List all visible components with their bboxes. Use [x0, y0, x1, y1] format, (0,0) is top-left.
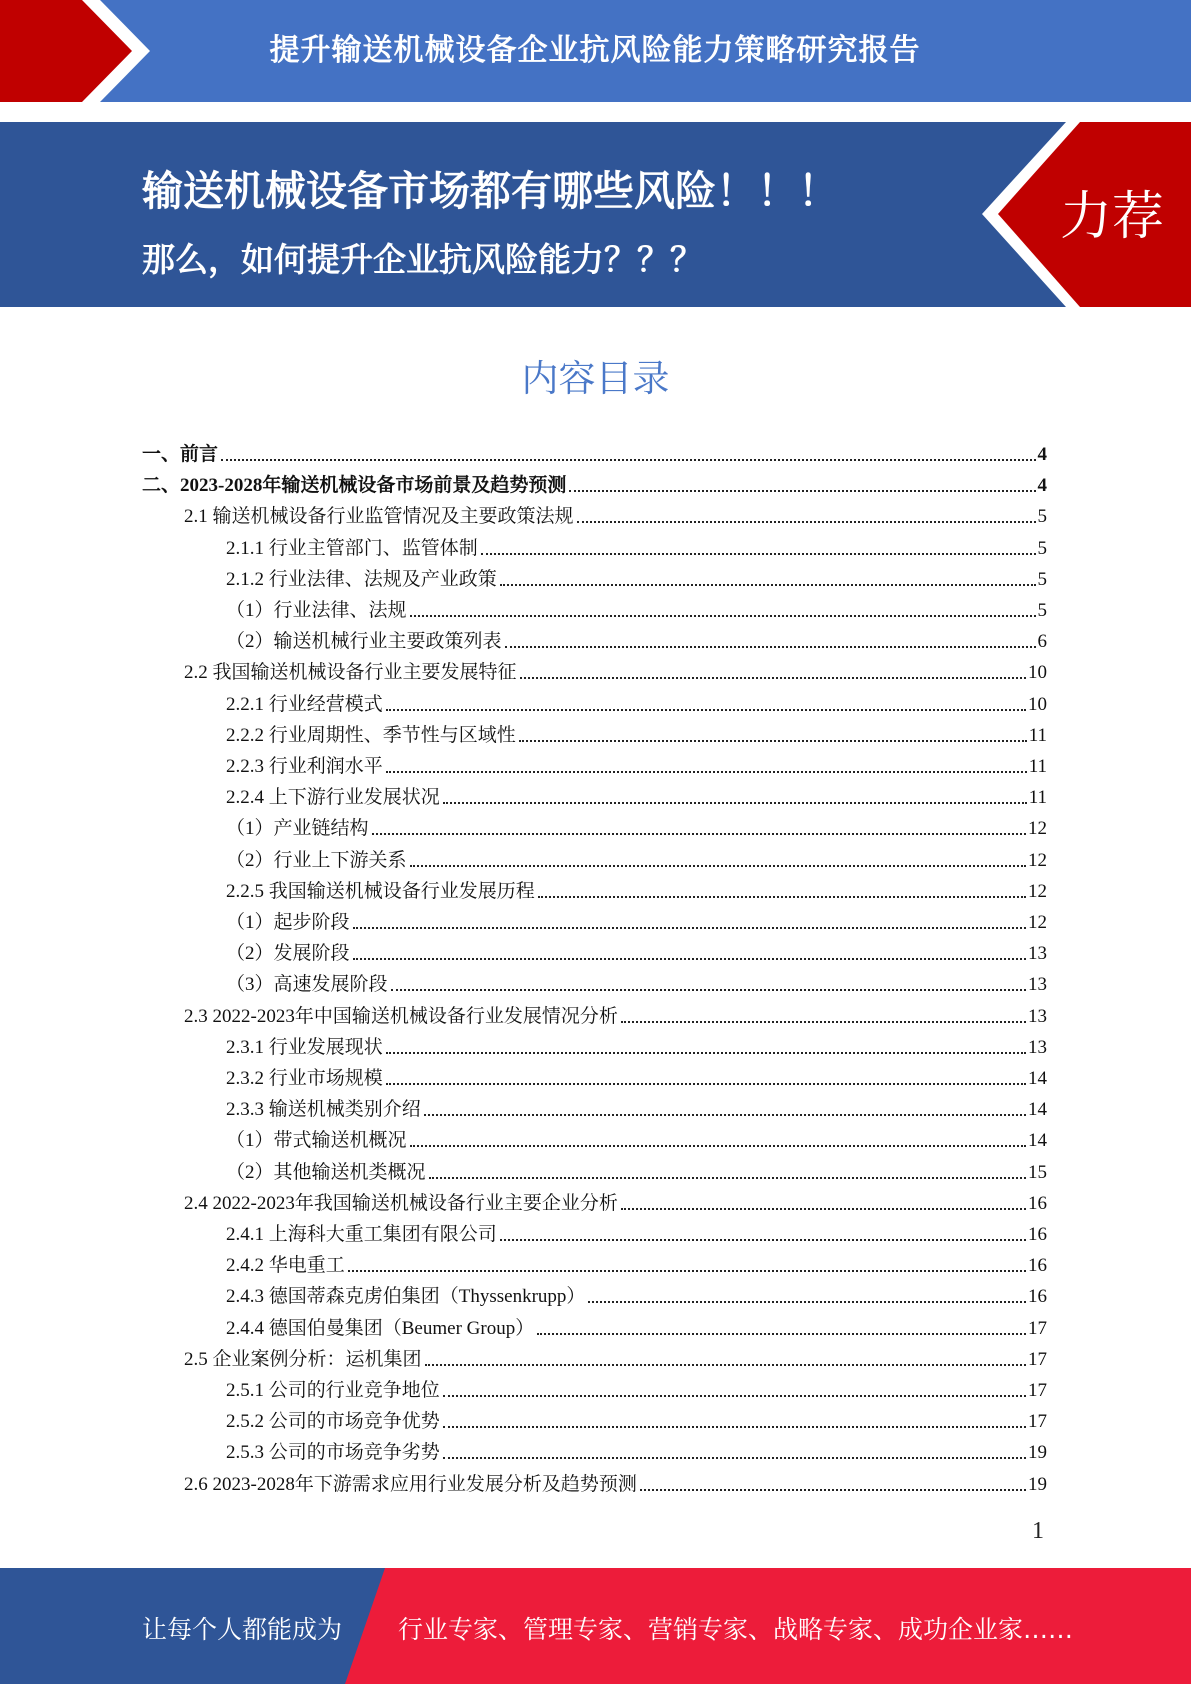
toc-dot-leader: [429, 1177, 1026, 1179]
toc-dot-leader: [372, 833, 1026, 835]
toc-dot-leader: [500, 584, 1036, 586]
toc-dot-leader: [443, 1426, 1026, 1428]
toc-dot-leader: [410, 615, 1036, 617]
toc-entry-page: 5: [1037, 537, 1047, 559]
toc-entry-label: 2.2.3 行业利润水平: [226, 756, 383, 777]
toc-entry[interactable]: [226, 965, 1047, 996]
toc-entry[interactable]: [226, 1371, 1047, 1402]
toc-entry-label: （1）产业链结构: [226, 818, 369, 840]
toc-entry-label: （2）发展阶段: [226, 943, 350, 965]
footer-slogan-right: 行业专家、管理专家、营销专家、战略专家、成功企业家……: [398, 1615, 1074, 1644]
toc-dot-leader: [410, 865, 1026, 867]
toc-entry[interactable]: [226, 716, 1047, 747]
toc-entry-label: 2.5.1 公司的行业竞争地位: [226, 1380, 440, 1401]
toc-entry[interactable]: [226, 747, 1047, 778]
top-banner: [0, 0, 1191, 112]
toc-dot-leader: [519, 740, 1027, 742]
toc-dot-leader: [569, 490, 1035, 492]
toc-dot-leader: [353, 927, 1026, 929]
toc-entry[interactable]: [226, 1215, 1047, 1246]
toc-dot-leader: [221, 459, 1035, 461]
toc-entry-page: 16: [1028, 1192, 1047, 1214]
toc-entry[interactable]: [226, 622, 1047, 653]
toc-entry[interactable]: [184, 653, 1047, 684]
toc-entry[interactable]: [142, 466, 1047, 497]
toc-entry-label: 一、前言: [142, 444, 219, 465]
toc-entry-page: 5: [1037, 600, 1047, 621]
toc-entry-page: 13: [1028, 1036, 1047, 1058]
toc-entry[interactable]: [226, 872, 1047, 903]
toc-entry-page: 12: [1028, 818, 1047, 840]
footer-slogan-left: 让每个人都能成为: [142, 1615, 343, 1644]
hero-banner: [0, 122, 1191, 307]
toc-entry[interactable]: [226, 1028, 1047, 1059]
toc-entry-page: 12: [1028, 912, 1047, 933]
toc-entry[interactable]: [226, 1277, 1047, 1308]
toc-dot-leader: [424, 1114, 1026, 1116]
toc-entry-page: 17: [1028, 1411, 1047, 1433]
toc-entry-page: 19: [1028, 1473, 1047, 1495]
toc-dot-leader: [520, 677, 1026, 679]
toc-entry[interactable]: [226, 1059, 1047, 1090]
toc-entry-page: 17: [1028, 1380, 1047, 1401]
toc-entry-page: 17: [1028, 1317, 1047, 1339]
toc-dot-leader: [386, 771, 1027, 773]
toc-entry[interactable]: [184, 1184, 1047, 1215]
toc-entry-label: （2）输送机械行业主要政策列表: [226, 631, 502, 653]
toc-entry[interactable]: [184, 997, 1047, 1028]
toc-entry-page: 14: [1028, 1099, 1047, 1121]
toc-entry-page: 4: [1037, 475, 1047, 497]
toc-entry-label: （1）带式输送机概况: [226, 1130, 407, 1152]
toc-entry-label: 2.3 2022-2023年中国输送机械设备行业发展情况分析: [184, 1005, 618, 1027]
toc-dot-leader: [640, 1489, 1026, 1491]
toc-entry-label: 2.1.1 行业主管部门、监管体制: [226, 537, 478, 559]
toc-entry-page: 15: [1028, 1161, 1047, 1183]
toc-entry-label: 2.4 2022-2023年我国输送机械设备行业主要企业分析: [184, 1192, 618, 1214]
toc-title: 内容目录: [521, 357, 670, 400]
toc-entry[interactable]: [226, 1402, 1047, 1433]
toc-entry-page: 6: [1037, 631, 1047, 653]
toc-dot-leader: [577, 521, 1036, 523]
toc-entry-page: 16: [1028, 1224, 1047, 1245]
toc-entry-label: 2.2.5 我国输送机械设备行业发展历程: [226, 880, 535, 902]
toc-entry[interactable]: [226, 560, 1047, 591]
toc-entry-label: 2.4.1 上海科大重工集团有限公司: [226, 1224, 497, 1245]
toc-entry-label: 2.5.3 公司的市场竞争劣势: [226, 1442, 440, 1464]
toc-dot-leader: [538, 896, 1026, 898]
toc-dot-leader: [386, 1083, 1026, 1085]
toc-entry[interactable]: [226, 529, 1047, 560]
toc-entry-label: （3）高速发展阶段: [226, 974, 388, 996]
toc-entry-page: 10: [1028, 662, 1047, 684]
toc-dot-leader: [353, 958, 1026, 960]
toc-entry-label: 2.1 输送机械设备行业监管情况及主要政策法规: [184, 506, 574, 528]
toc-dot-leader: [386, 709, 1026, 711]
recommend-badge: 力荐: [1060, 187, 1165, 247]
toc-dot-leader: [481, 553, 1036, 555]
toc-entry-label: （1）起步阶段: [226, 912, 350, 933]
toc-entry-label: 2.2 我国输送机械设备行业主要发展特征: [184, 662, 517, 684]
toc-entry-label: 2.3.1 行业发展现状: [226, 1036, 383, 1058]
toc-entry[interactable]: [226, 841, 1047, 872]
toc-dot-leader: [537, 1333, 1026, 1335]
toc-entry[interactable]: [226, 1433, 1047, 1464]
toc-entry[interactable]: [226, 903, 1047, 934]
toc-entry-page: 5: [1037, 506, 1047, 528]
toc-dot-leader: [621, 1208, 1026, 1210]
toc-entry-page: 13: [1028, 943, 1047, 965]
toc-entry-label: 2.2.1 行业经营模式: [226, 693, 383, 715]
toc-entry-page: 4: [1037, 444, 1047, 465]
toc-entry[interactable]: [226, 809, 1047, 840]
toc-entry-label: 二、2023-2028年输送机械设备市场前景及趋势预测: [142, 475, 567, 497]
toc-dot-leader: [391, 989, 1026, 991]
toc-entry-page: 11: [1028, 724, 1047, 746]
toc-entry-label: （1）行业法律、法规: [226, 600, 407, 621]
toc-entry[interactable]: [226, 934, 1047, 965]
report-title: 提升输送机械设备企业抗风险能力策略研究报告: [269, 33, 921, 68]
toc-entry-label: 2.2.4 上下游行业发展状况: [226, 787, 440, 809]
toc-entry-page: 11: [1028, 787, 1047, 809]
toc-entry-label: 2.5 企业案例分析：运机集团: [184, 1348, 422, 1370]
toc-entry[interactable]: [226, 1090, 1047, 1121]
toc-entry[interactable]: [142, 435, 1047, 466]
toc-entry-label: 2.2.2 行业周期性、季节性与区域性: [226, 724, 516, 746]
toc-entry-label: 2.6 2023-2028年下游需求应用行业发展分析及趋势预测: [184, 1473, 637, 1495]
toc-dot-leader: [348, 1270, 1026, 1272]
hero-headline: 输送机械设备市场都有哪些风险！！！: [142, 167, 839, 215]
toc-entry-page: 16: [1028, 1286, 1047, 1308]
toc-dot-leader: [443, 802, 1027, 804]
toc-entry[interactable]: [226, 778, 1047, 809]
toc-entry-page: 16: [1028, 1255, 1047, 1277]
toc-dot-leader: [505, 646, 1036, 648]
footer-banner: [0, 1568, 1191, 1684]
toc-dot-leader: [588, 1301, 1026, 1303]
toc-entry-label: 2.4.3 德国蒂森克虏伯集团（Thyssenkrupp）: [226, 1286, 586, 1308]
toc-entry-page: 12: [1028, 880, 1047, 902]
toc-dot-leader: [500, 1239, 1026, 1241]
toc-entry[interactable]: [226, 1153, 1047, 1184]
toc-entry-page: 14: [1028, 1068, 1047, 1089]
toc-dot-leader: [443, 1395, 1026, 1397]
toc-dot-leader: [621, 1021, 1026, 1023]
toc-entry[interactable]: [226, 685, 1047, 716]
toc-entry-label: 2.1.2 行业法律、法规及产业政策: [226, 568, 497, 590]
toc-entry-label: 2.3.2 行业市场规模: [226, 1068, 383, 1089]
toc-entry-label: （2）行业上下游关系: [226, 849, 407, 871]
toc-entry-label: 2.4.4 德国伯曼集团（Beumer Group）: [226, 1317, 535, 1339]
toc-entry[interactable]: [226, 1246, 1047, 1277]
toc-entry-page: 12: [1028, 849, 1047, 871]
toc-entry-page: 5: [1037, 568, 1047, 590]
toc-entry-page: 19: [1028, 1442, 1047, 1464]
page-number: 1: [1032, 1518, 1044, 1544]
toc-dot-leader: [443, 1457, 1026, 1459]
toc-dot-leader: [410, 1145, 1026, 1147]
toc-dot-leader: [425, 1364, 1026, 1366]
toc-entry-page: 11: [1028, 756, 1047, 777]
toc-entry-page: 10: [1028, 693, 1047, 715]
toc-entry-page: 13: [1028, 974, 1047, 996]
toc-entry[interactable]: [226, 1309, 1047, 1340]
toc-entry-label: 2.3.3 输送机械类别介绍: [226, 1099, 421, 1121]
toc-entry[interactable]: [226, 591, 1047, 622]
toc-entry-page: 17: [1028, 1348, 1047, 1370]
hero-subheadline: 那么，如何提升企业抗风险能力？？？: [142, 240, 703, 279]
toc-entry-page: 13: [1028, 1005, 1047, 1027]
toc-entry-label: 2.5.2 公司的市场竞争优势: [226, 1411, 440, 1433]
toc-dot-leader: [386, 1052, 1026, 1054]
toc-entry[interactable]: [184, 1340, 1047, 1371]
toc-entry[interactable]: [184, 1465, 1047, 1496]
toc-entry-label: （2）其他输送机类概况: [226, 1161, 426, 1183]
toc-entry[interactable]: [226, 1121, 1047, 1152]
toc-entry-page: 14: [1028, 1130, 1047, 1152]
toc-entry[interactable]: [184, 497, 1047, 528]
toc-entry-label: 2.4.2 华电重工: [226, 1255, 345, 1277]
